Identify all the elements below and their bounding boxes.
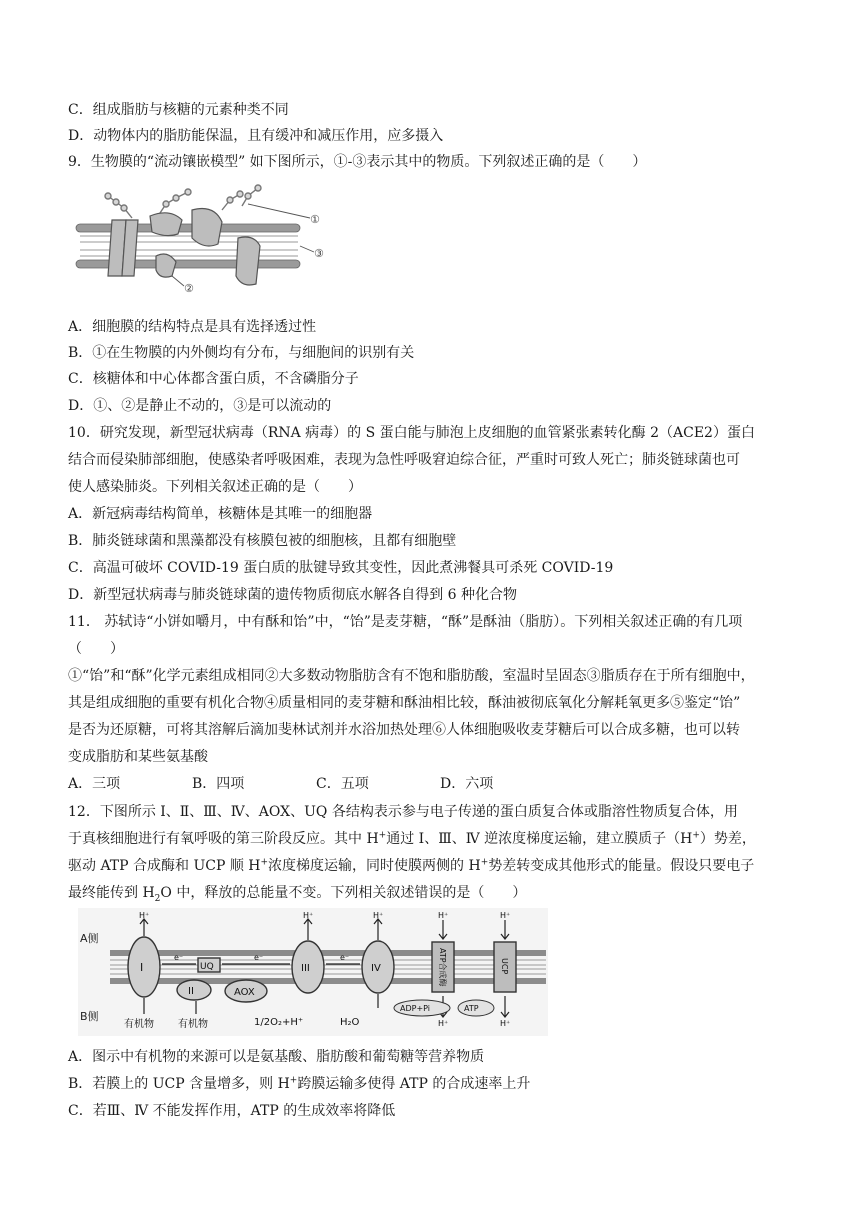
q10-stem-line-2: 结合而侵染肺部细胞，使感染者呼吸困难，表现为急性呼吸窘迫综合征，严重时可致人死亡；肺炎链球菌也可	[68, 452, 740, 468]
side-a-label: A侧	[80, 932, 99, 945]
membrane-diagram	[72, 180, 328, 296]
q8-option-c: C．组成脂肪与核糖的元素种类不同	[68, 102, 289, 118]
electron-transport-diagram	[78, 908, 548, 1036]
q11-option-a: A．三项	[68, 776, 121, 792]
atp-synthase-label: ATP合成酶	[438, 948, 447, 987]
q11-stem-line-6: 变成脂肪和某些氨基酸	[68, 749, 208, 765]
q11-options	[68, 775, 564, 793]
q12-option-a: A．图示中有机物的来源可以是氨基酸、脂肪酸和葡萄糖等营养物质	[68, 1049, 485, 1065]
q11-option-c: C．五项	[316, 776, 369, 792]
q9-option-b: B．①在生物膜的内外侧均有分布，与细胞间的识别有关	[68, 345, 415, 361]
complex-1-label: I	[140, 961, 144, 974]
q8-option-d: D．动物体内的脂肪能保温，且有缓冲和减压作用，应多摄入	[68, 128, 444, 144]
complex-3-label: III	[301, 963, 310, 974]
aox-label: AOX	[234, 987, 255, 998]
atp-label: ATP	[464, 1004, 479, 1013]
organic-matter-1: 有机物	[124, 1019, 154, 1030]
side-b-label: B侧	[80, 1010, 99, 1023]
electron-2: e⁻	[254, 953, 264, 962]
water-label: H₂O	[340, 1017, 360, 1028]
q11-stem-line-3: ①“饴”和“酥”化学元素组成相同②大多数动物脂肪含有不饱和脂肪酸，室温时呈固态③脂质存在于所有细胞中，	[68, 668, 755, 684]
h-plus-atp-b: H⁺	[438, 1019, 449, 1028]
q11-stem-line-1: 11． 苏轼诗“小饼如嚼月，中有酥和饴”中，“饴”是麦芽糖，“酥”是酥油（脂肪）。下列相关叙述正确的有几项	[68, 614, 743, 630]
membrane-label-2: ②	[184, 282, 194, 295]
h-plus-3: H⁺	[303, 911, 314, 920]
q12-stem-line-4: 最终能传到 $H_2O$ 中，释放的总能量不变。下列相关叙述错误的是（ ）	[68, 885, 527, 904]
q11-stem-line-5: 是否为还原糖，可将其溶解后滴加斐林试剂并水浴加热处理⑥人体细胞吸收麦芽糖后可以合成多糖，也可以转	[68, 722, 740, 738]
h-plus-ucp-a: H⁺	[500, 911, 511, 920]
ucp-label: UCP	[500, 958, 509, 975]
q12-option-b: B．若膜上的 UCP 含量增多，则 H+跨膜运输多使得 ATP 的合成速率上升	[68, 1075, 531, 1092]
h-plus-ucp-b: H⁺	[500, 1019, 511, 1028]
membrane-label-1: ①	[310, 213, 320, 226]
electron-1: e⁻	[174, 953, 184, 962]
q12-option-c: C．若Ⅲ、Ⅳ 不能发挥作用，ATP 的生成效率将降低	[68, 1103, 396, 1119]
complex-2-label: II	[188, 986, 194, 997]
oxygen-label: 1/2O₂+H⁺	[254, 1017, 304, 1028]
electron-3: e⁻	[340, 953, 350, 962]
q9-option-a: A．细胞膜的结构特点是具有选择透过性	[68, 319, 317, 335]
adp-label: ADP+Pi	[400, 1004, 431, 1013]
q10-option-b: B．肺炎链球菌和黑藻都没有核膜包被的细胞核，且都有细胞壁	[68, 533, 457, 549]
h-plus-4: H⁺	[373, 911, 384, 920]
q11-stem-line-4: 其是组成细胞的重要有机化合物④质量相同的麦芽糖和酥油相比较，酥油被彻底氧化分解耗氧更多⑤鉴定“饴”	[68, 695, 741, 711]
h-plus-1: H⁺	[139, 911, 150, 920]
uq-label: UQ	[200, 962, 214, 972]
h-plus-atp-a: H⁺	[438, 911, 449, 920]
q12-stem-line-1: 12．下图所示 Ⅰ、Ⅱ、Ⅲ、Ⅳ、AOX、UQ 各结构表示参与电子传递的蛋白质复合体或脂溶性物质复合体，用	[68, 804, 738, 820]
q9-option-c: C．核糖体和中心体都含蛋白质，不含磷脂分子	[68, 371, 359, 387]
q10-option-c: C．高温可破坏 COVID-19 蛋白质的肽键导致其变性，因此煮沸餐具可杀死 COVID-19	[68, 560, 614, 576]
q10-stem-line-1: 10．研究发现，新型冠状病毒（RNA 病毒）的 S 蛋白能与肺泡上皮细胞的血管紧张素转化酶 2（ACE2）蛋白	[68, 425, 755, 441]
q12-stem-line-2: 于真核细胞进行有氧呼吸的第三阶段反应。其中 H+通过 Ⅰ、Ⅲ、Ⅳ 逆浓度梯度运输，建立膜质子（H+）势差，	[68, 830, 756, 847]
q11-option-d: D．六项	[440, 776, 494, 792]
complex-4-label: IV	[371, 963, 381, 974]
q11-option-b: B．四项	[192, 776, 245, 792]
membrane-label-3: ③	[314, 247, 324, 260]
q9-stem: 9．生物膜的“流动镶嵌模型” 如下图所示，①-③表示其中的物质。下列叙述正确的是（ ）	[68, 154, 647, 170]
q11-stem-line-2: （ ）	[68, 641, 124, 657]
organic-matter-2: 有机物	[178, 1019, 208, 1030]
q10-option-d: D．新型冠状病毒与肺炎链球菌的遗传物质彻底水解各自得到 6 种化合物	[68, 587, 518, 603]
q9-option-d: D．①、②是静止不动的，③是可以流动的	[68, 398, 332, 414]
q12-stem-line-3: 驱动 ATP 合成酶和 UCP 顺 H+浓度梯度运输，同时使膜两侧的 H+势差转变成其他形式的能量。假设只要电子	[68, 857, 755, 874]
q10-option-a: A．新冠病毒结构简单，核糖体是其唯一的细胞器	[68, 506, 373, 522]
q10-stem-line-3: 使人感染肺炎。下列相关叙述正确的是（ ）	[68, 479, 362, 495]
